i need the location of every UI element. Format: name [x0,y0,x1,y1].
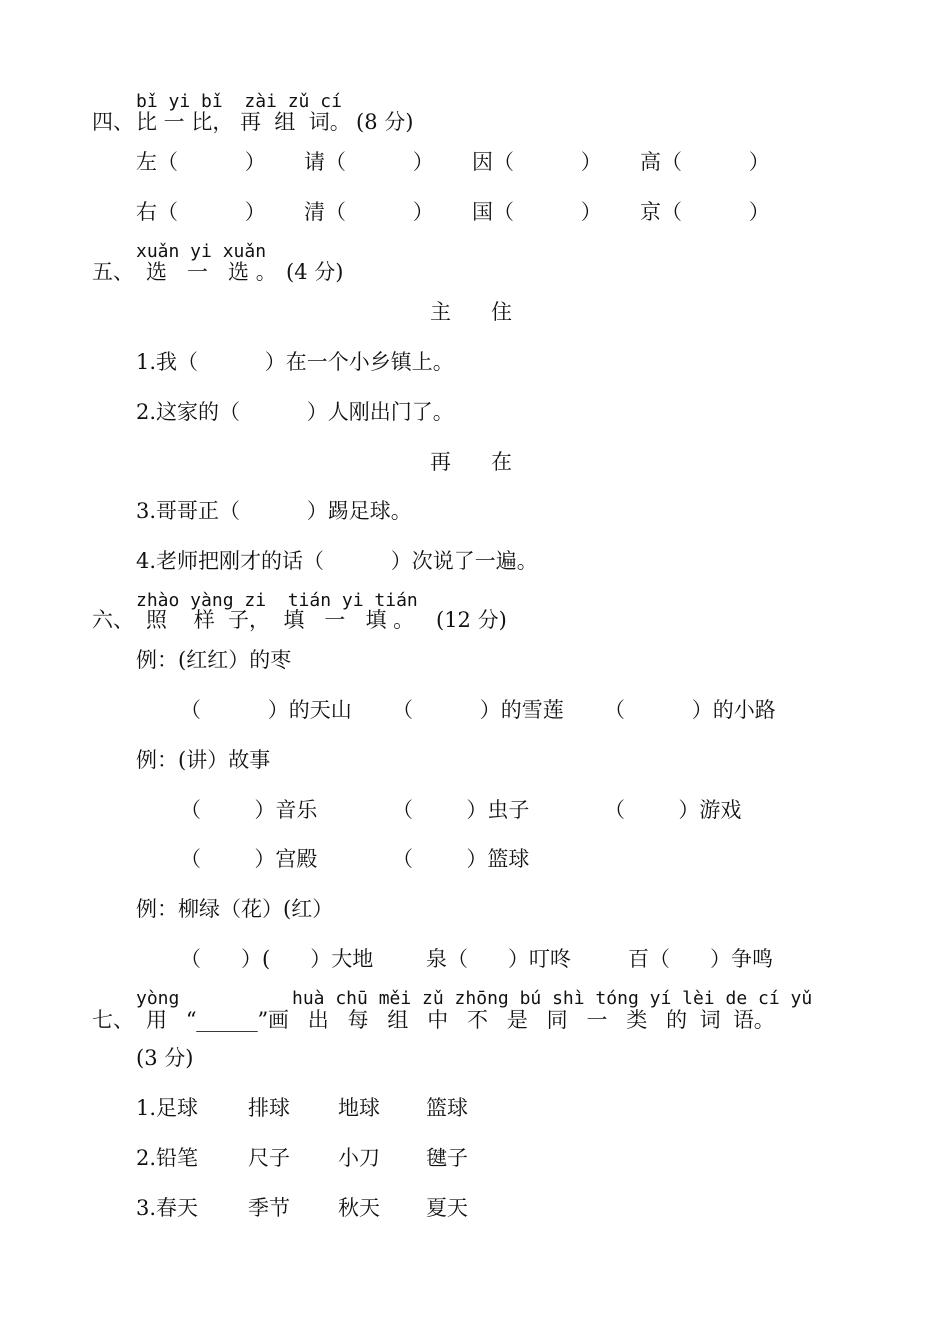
section5-number: 五、 [92,260,134,284]
s6-blank: 百（ ）争鸣 [628,947,774,971]
s6-blank: （ ）宫殿 [180,847,318,871]
s6-example-2: 例：(讲）故事 [136,748,271,772]
s5-question-1: 1.我（ ）在一个小乡镇上。 [136,350,454,374]
s7-word: 地球 [338,1096,380,1120]
s6-blank: （ ）( ）大地 [180,947,374,971]
s7-word: 2.铅笔 [136,1146,199,1170]
section7-score: (3 分) [136,1046,194,1070]
s6-blank: （ ）游戏 [604,798,742,822]
s7-word: 小刀 [338,1146,380,1170]
s4-item: 因（ ） [472,150,602,174]
s6-blank: （ ）的小路 [604,698,776,722]
s7-word: 篮球 [426,1096,468,1120]
section6-number: 六、 [92,608,134,632]
section7-pinyin-b: huà chū měi zǔ zhōng bú shì tóng yí lèi de cí yǔ [292,988,813,1009]
section4-title: 比 一 比， 再 组 词。 [136,110,351,134]
s5-choice-b: 再 在 [430,450,513,474]
s5-question-2: 2.这家的（ ）人刚出门了。 [136,400,454,424]
section5-score: (4 分) [286,260,344,284]
s7-word: 排球 [248,1096,290,1120]
section4-number: 四、 [92,110,134,134]
section4-score: (8 分) [356,110,414,134]
s4-item: 国（ ） [472,200,602,224]
s5-question-3: 3.哥哥正（ ）踢足球。 [136,499,412,523]
s4-item: 高（ ） [640,150,770,174]
s7-word: 秋天 [338,1196,380,1220]
s7-word: 1.足球 [136,1096,199,1120]
s5-choice-a: 主 住 [430,300,513,324]
s7-word: 3.春天 [136,1196,199,1220]
section7-number: 七、 [92,1008,134,1032]
s4-item: 京（ ） [640,200,770,224]
s4-item: 请（ ） [304,150,434,174]
s6-blank: （ ）音乐 [180,798,318,822]
s6-blank: 泉（ ）叮咚 [426,947,572,971]
s4-item: 左（ ） [136,150,266,174]
section6-title: 照 样 子， 填 一 填 。 [146,608,415,632]
section4-pinyin: bǐ yi bǐ zài zǔ cí [136,91,342,112]
section7-pinyin-a: yòng [136,988,180,1009]
section5-title: 选 一 选 。 [146,260,277,284]
s6-example-1: 例：(红红）的枣 [136,648,292,672]
section7-title: 用 “______”画 出 每 组 中 不 是 同 一 类 的 词 语。 [146,1008,775,1032]
s6-blank: （ ）虫子 [392,798,530,822]
s4-item: 右（ ） [136,200,266,224]
s6-blank: （ ）的雪莲 [392,698,564,722]
s6-blank: （ ）篮球 [392,847,530,871]
s7-word: 夏天 [426,1196,468,1220]
s7-word: 季节 [248,1196,290,1220]
section6-score: (12 分) [436,608,507,632]
section5-pinyin: xuǎn yi xuǎn [136,241,267,262]
section6-pinyin: zhào yàng zi tián yi tián [136,590,418,611]
s7-word: 尺子 [248,1146,290,1170]
s4-item: 清（ ） [304,200,434,224]
s6-example-3: 例：柳绿（花）(红） [136,897,334,921]
s6-blank: （ ）的天山 [180,698,352,722]
s5-question-4: 4.老师把刚才的话（ ）次说了一遍。 [136,549,538,573]
s7-word: 毽子 [426,1146,468,1170]
